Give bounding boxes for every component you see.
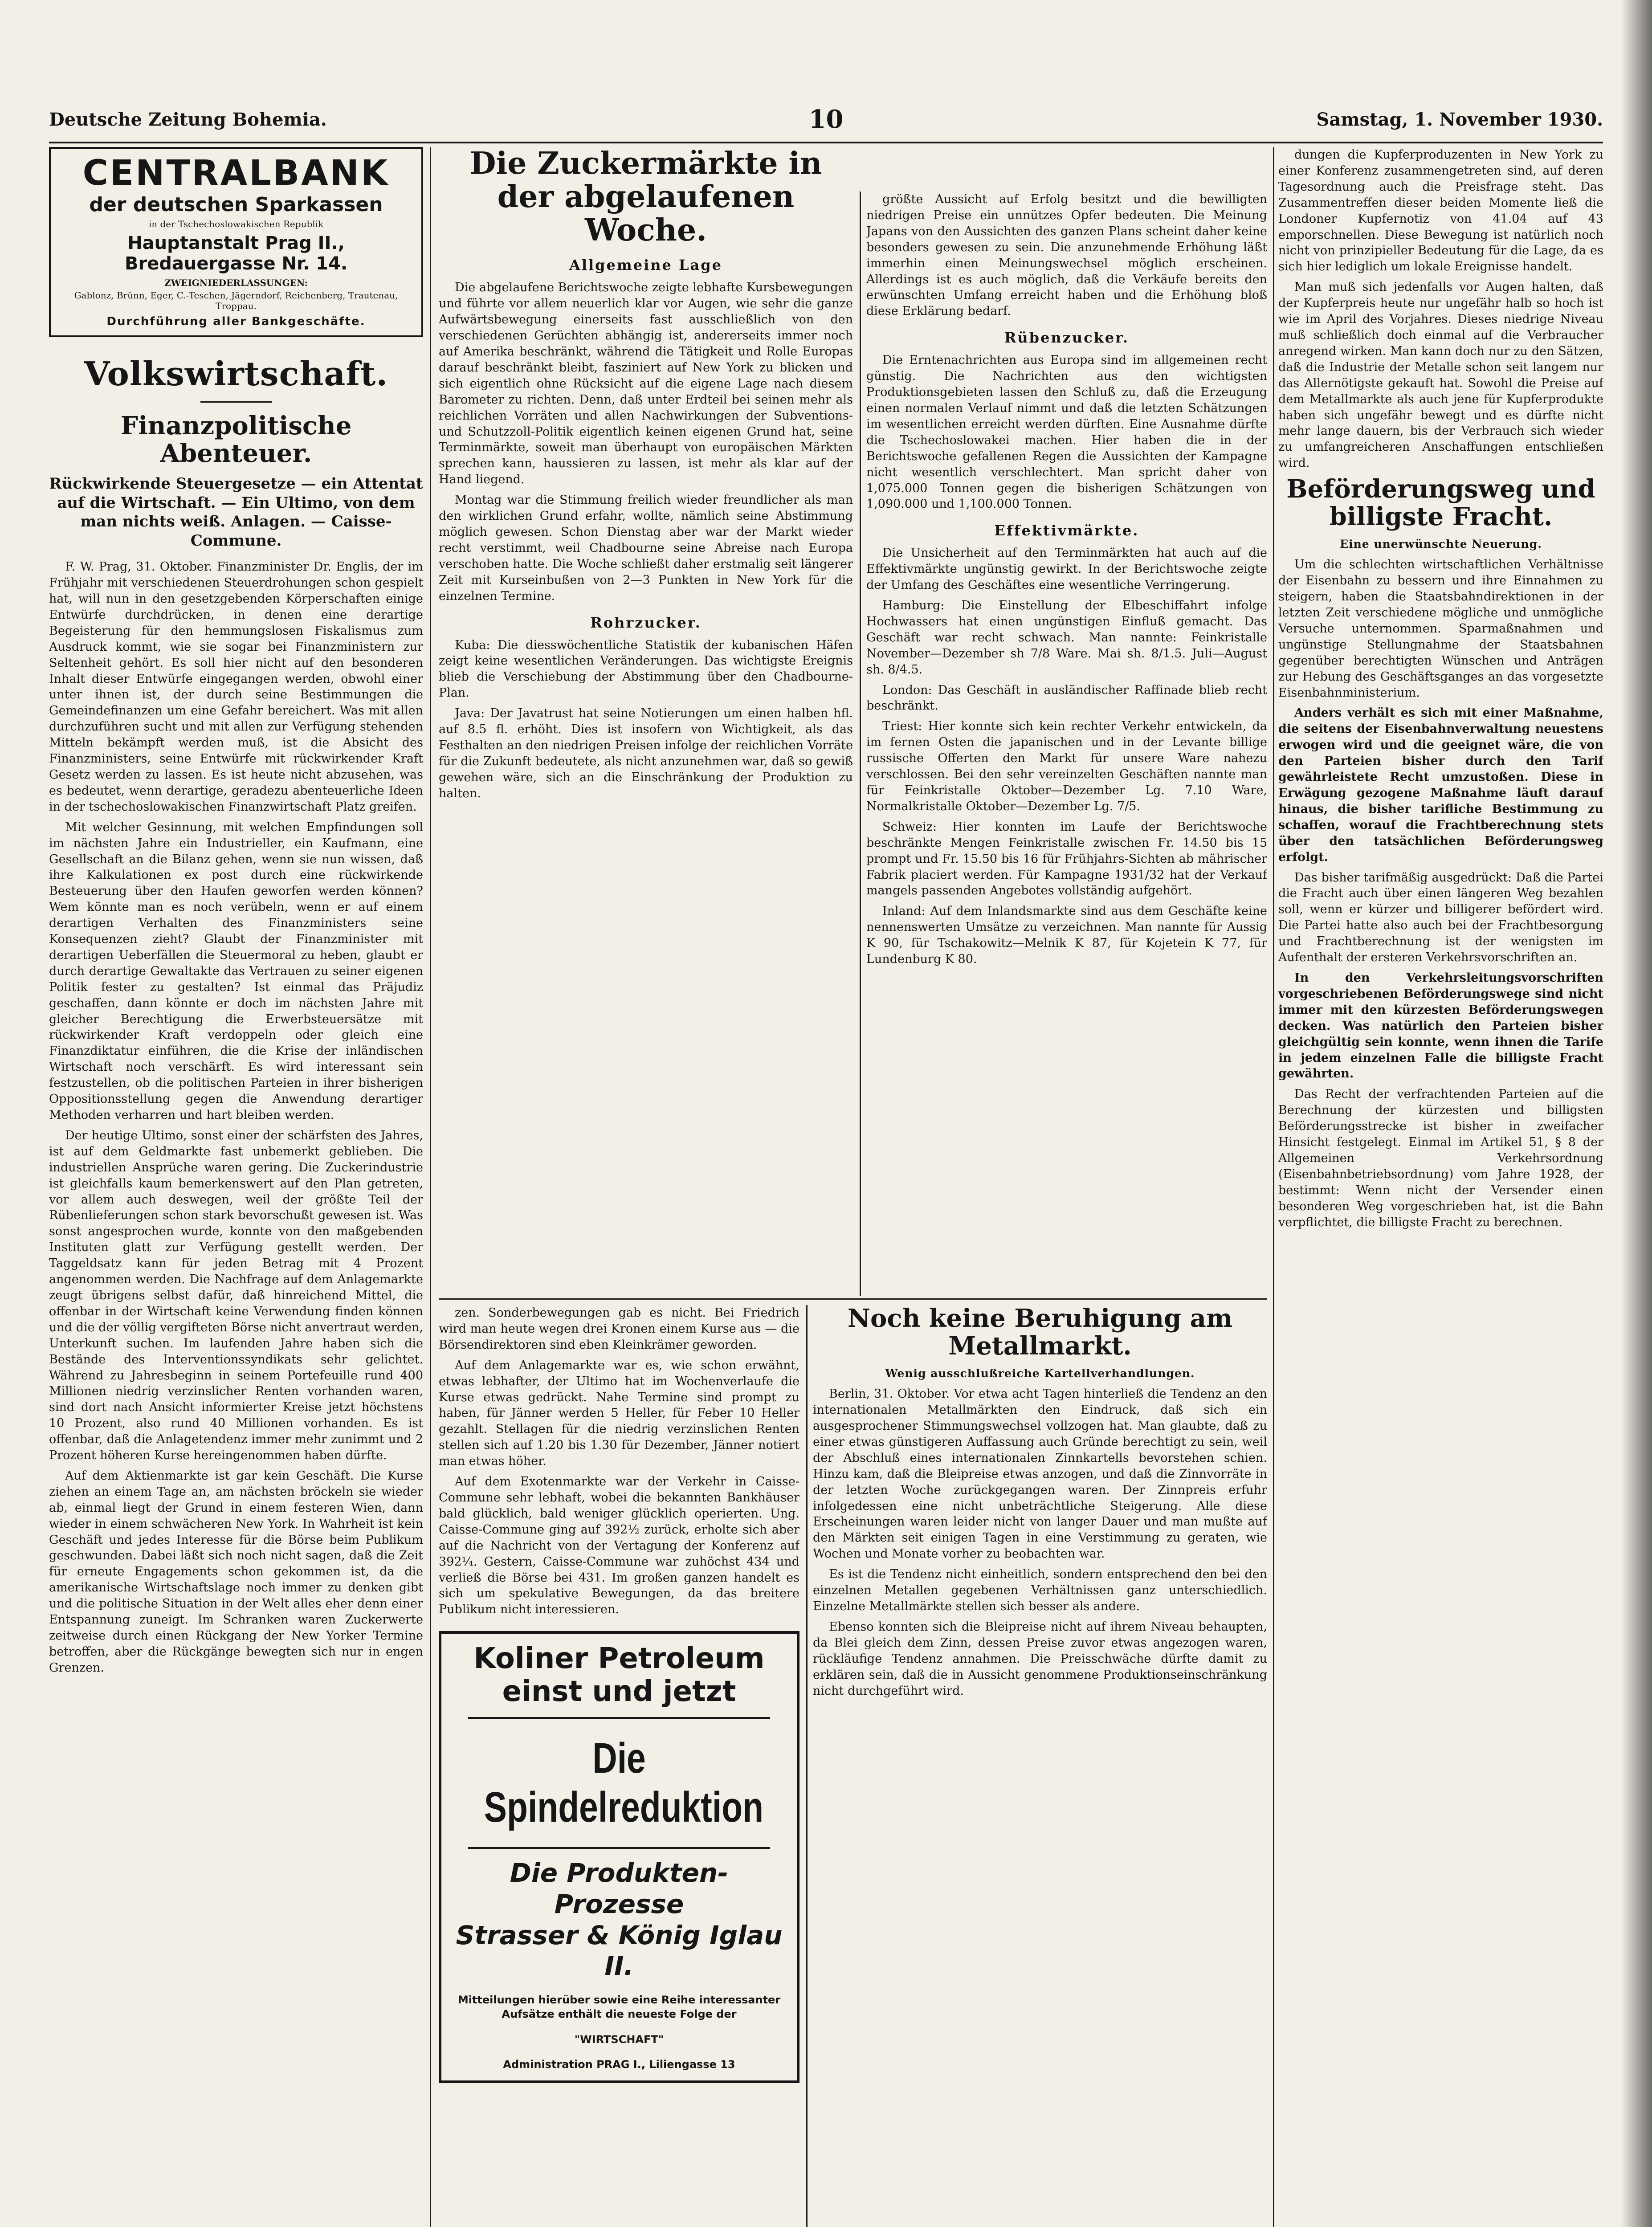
bank-advertisement (49, 147, 423, 337)
bank-address: Hauptanstalt Prag II., Bredauergasse Nr. 14. (124, 233, 348, 274)
article-paragraph: Auf dem Exotenmarkte war der Verkehr in Caisse-Commune sehr lebhaft, wobei die bekannten Bankhäuser bald glücklich, bald weniger glücklich operierten. Ung. Caisse-Commune ging auf 392½ zurück, erholte sich aber auf die Nachricht von der Vertagung der Konferenz auf 392¼. Gestern, Caisse-Commune war zuhöchst 434 und verließ die Börse bei 431. Im großen ganzen handelt es sich um spekulative Bewegungen, da das breitere Publikum nicht interessieren. (439, 1475, 799, 1617)
header-rule (49, 142, 1603, 143)
bank-name: CENTRALBANK (82, 153, 390, 193)
article-paragraph: Montag war die Stimmung freilich wieder freundlicher als man den wirklichen Grund erfahr, wollte, nämlich seine Abstimmung möglich gewesen. Schon Dienstag aber war der Markt wieder recht verstimmt, weil Chadbourne seine Abreise nach Europa verschoben hatte. Die Woche schließt daher erstmalig seit längerer Zeit mit Kurseinbußen von 2—3 Punkten in New York für die einzelnen Termine. (439, 493, 853, 603)
article-paragraph: In den Verkehrsleitungsvorschriften vorgeschriebenen Beförderungswege sind nicht immer mit den kürzesten Beförderungswegen decken. Was natürlich den Parteien bisher gleichgültig sein konnte, wenn ihnen die Tarife in jedem einzelnen Falle die billigste Fracht gewährten. (1278, 971, 1603, 1081)
article-3-headline: Noch keine Beruhigung am Metallmarkt. (847, 1305, 1233, 1361)
column-1 (49, 147, 423, 2227)
bank-branches-label: ZWEIGNIEDERLASSUNGEN: (164, 277, 308, 288)
article-paragraph: Hamburg: Die Einstellung der Elbeschiffahrt infolge Hochwassers hat einen ungünstigen Einfluß gemacht. Das Geschäft war recht schwach. Man nannte: Feinkristalle November—Dezember sh 7/8 Ware. Mai sh. 8/1.5. Juli—August sh. 8/4.5. (866, 599, 1267, 677)
article-paragraph: Mit welcher Gesinnung, mit welchen Empfindungen soll im nächsten Jahre ein Industrieller, ein Kaufmann, eine Gesellschaft an die Bilanz gehen, wenn sie nun wissen, daß ihre Kalkulationen ex post durch eine rückwirkende Besteuerung über den Haufen geworfen werden können? Wem könnte man es noch verübeln, wenn er auf einem derartigen Verhalten des Finanzministers seine Konsequenzen zieht? Glaubt der Finanzminister mit derartigen Ueberfällen die Steuermoral zu heben, glaubt er durch derartige Gewaltakte das Vertrauen zu seiner eigenen Politik fester zu gestalten? Ist einmal das Präjudiz geschaffen, dann könnte er doch im nächsten Jahre mit gleicher Berechtigung die Erwerbsteuersätze mit rückwirkender Kraft verdoppeln oder gleich eine Finanzdiktatur einführen, die die Krise der inländischen Wirtschaft noch verschärft. Es wird interessant sein festzustellen, ob die politischen Parteien in ihrer bisherigen Oppositionsstellung gegen die Anwendung derartiger Methoden verharren und hart bleiben werden. (49, 820, 423, 1122)
bank-subtitle: der deutschen Sparkassen (89, 193, 383, 216)
article-paragraph: Das bisher tarifmäßig ausgedrückt: Daß die Partei die Fracht auch über einen längeren Weg bezahlen soll, wenn er kürzer und billigerer befördert wird. Die Partei hatte also auch bei der Frachtbesorgung und Frachtberechnung ist der wenigsten im Aufenthalt der ersteren Verkehrsvorschriften an. (1278, 870, 1603, 965)
article-4-headline: Beförderungsweg und billigste Fracht. (1286, 474, 1595, 531)
section-heading: Rohrzucker. (590, 614, 702, 631)
section-heading: Effektivmärkte. (994, 522, 1139, 539)
ad-note: Mitteilungen hierüber sowie eine Reihe interessanter Aufsätze enthält die neueste Folge der (457, 1993, 781, 2021)
article-paragraph: Man muß sich jedenfalls vor Augen halten, daß der Kupferpreis heute nur ungefähr halb so hoch ist wie im April des Vorjahres. Dieses niedrige Niveau muß schließlich doch einmal auf die Verbraucher anregend wirken. Man kann doch nur zu den Sätzen, daß die Industrie der Metalle schon seit langem nur das Allernötigste gekauft hat. Sowohl die Preise auf dem Metallmarkte als auch jene für Kupferprodukte haben sich ungefähr bewegt und es dürfte nicht mehr lange dauern, bis der Verbrauch sich wieder zu umfangreicheren Anschaffungen entschließen wird. (1278, 280, 1603, 470)
article-paragraph: London: Das Geschäft in ausländischer Raffinade blieb recht beschränkt. (866, 683, 1267, 713)
article-paragraph: Kuba: Die diesswöchentliche Statistik der kubanischen Häfen zeigt keine wesentlichen Veränderungen. Das wichtigste Ereignis blieb die Verschiebung der Abstimmung über den Chadbourne-Plan. (439, 638, 853, 700)
column-divider (1273, 147, 1274, 2227)
article-1-subhead: Rückwirkende Steuergesetze — ein Attentat auf die Wirtschaft. — Ein Ultimo, von dem man nichts weiß. Anlagen. — Caisse-Commune. (49, 475, 423, 550)
article-paragraph: Auf dem Aktienmarkte ist gar kein Geschäft. Die Kurse ziehen an einem Tage an, am nächsten bröckeln sie wieder ab, einmal liegt der Grund in einem festeren Wien, dann wieder in einem schwächeren New York. In Wahrheit ist kein Geschäft und jedes Interesse für die Börse beim Publikum geschwunden. Dabei läßt sich noch nicht sagen, daß die Zeit für erneute Engagements schon gekommen ist, da die amerikanische Wirtschaftslage noch immer zu denken gibt und die politische Situation in der Welt alles eher denn einer Entspannung zuneigt. Im Schranken waren Zuckerwerte zeitweise durch einen Rückgang der New Yorker Termine betroffen, aber die Rückgänge bewegten sich nur in engen Grenzen. (49, 1468, 423, 1675)
article-4-deck: Eine unerwünschte Neuerung. (1340, 538, 1542, 551)
ad-line: einst und jetzt (502, 1675, 736, 1708)
article-paragraph: Schweiz: Hier konnten im Laufe der Berichtswoche beschränkte Mengen Feinkristalle zwischen Fr. 14.50 bis 15 prompt und Fr. 15.50 bis 16 für Frühjahrs-Sichten ab mährischer Fabrik placiert werden. Für Kampagne 1931/32 hat der Verkauf mangels passenden Angebotes vollständig aufgehört. (866, 820, 1267, 898)
ad-line: Koliner Petroleum (473, 1642, 765, 1676)
ad-line: Strasser & König Iglau II. (456, 1920, 783, 1982)
article-paragraph: Auf dem Anlagemarkte war es, wie schon erwähnt, etwas lebhafter, der Ultimo hat im Wochenverlaufe die Kurse etwas gedrückt. Nahe Termine sind prompt zu haben, für Jänner werden 5 Heller, für Feber 10 Heller gezahlt. Stellagen für die niedrig verzinslichen Renten stellen sich auf 1.20 bis 1.30 für Dezember, Jänner notiert man etwas höher. (439, 1358, 799, 1468)
bank-branches: Gablonz, Brünn, Eger, C.-Teschen, Jägerndorf, Reichenberg, Trautenau, Troppau. (74, 290, 398, 311)
article-paragraph: Inland: Auf dem Inlandsmarkte sind aus dem Geschäfte keine nennenswerten Umsätze zu verzeichnen. Man nannte für Aussig K 90, für Tschakowitz—Melnik K 87, für Kojetein K 77, für Lundenburg K 80. (866, 904, 1267, 967)
column-2 (439, 147, 853, 1305)
article-2-headline: Die Zuckermärkte in der abgelaufenen Woche. (469, 147, 822, 248)
column-4 (1278, 147, 1603, 2227)
article-paragraph: Triest: Hier konnte sich kein rechter Verkehr entwickeln, da im fernen Osten die japanischen und in der Levante billige russische Offerten den Markt für unsere Ware nahezu verschlossen. Bei den sehr vereinzelten Geschäften nannte man für Feinkristalle Oktober—Dezember Lg. 7.10 Ware, Normalkristalle Oktober—Dezember Lg. 7/5. (866, 719, 1267, 813)
ad-rule (468, 1717, 770, 1719)
article-paragraph: Um die schlechten wirtschaftlichen Verhältnisse der Eisenbahn zu bessern und ihre Einnahmen zu steigern, haben die Staatsbahndirektionen in der letzten Zeit verschiedene mögliche und unmögliche Versuche unternommen. Sparmaßnahmen und ungünstige Stellungnahme der Staatsbahnen gegenüber berechtigten Wünschen und Anträgen zur Hebung des Geschäftsganges an das vorgesetzte Eisenbahnministerium. (1278, 558, 1603, 700)
article-paragraph: zen. Sonderbewegungen gab es nicht. Bei Friedrich wird man heute wegen drei Kronen einem Kurse aus — die Börsendirektoren sind eben Kleinkrämer geworden. (439, 1306, 799, 1352)
running-head (49, 105, 1603, 140)
ad-admin-address: Administration PRAG I., Liliengasse 13 (503, 2058, 735, 2071)
article-paragraph: Der heutige Ultimo, sonst einer der schärfsten des Jahres, ist auf dem Geldmarkte fast unbemerkt geblieben. Die industriellen Ansprüche waren gering. Die Zuckerindustrie ist gleichfalls kaum bemerkenswert auf den Plan getreten, vor allem auch deswegen, weil der größte Teil der Rübenlieferungen schon stark bevorschußt gewesen ist. Was sonst angesprochen wurde, konnte von den maßgebenden Instituten glatt zur Verfügung gestellt werden. Der Taggeldsatz kann für jeden Betrag mit 4 Prozent angenommen werden. Die Nachfrage auf dem Anlagemarkte zeugt übrigens selbst dafür, daß hinreichend Mittel, die offenbar in der Wirtschaft keine Verwendung finden können und die der völlig vergifteten Börse nicht anvertraut werden, Unterkunft suchen. Im laufenden Jahre haben sich die Bestände des Interventionssyndikats sehr gelichtet. Während zu Jahresbeginn in seinem Portefeuille rund 400 Millionen niedrig verzinslicher Renten vorhanden waren, sind dort nach Ansicht informierter Kreise jetzt höchstens 10 Prozent, also rund 40 Millionen vorhanden. Es ist offenbar, daß die Anlagetendenz immer mehr zunimmt und 2 Prozent höheren Kurse hereingenommen haben dürfte. (49, 1128, 423, 1463)
issue-date: Samstag, 1. November 1930. (1316, 109, 1603, 130)
wirtschaft-advertisement (439, 1631, 799, 2083)
article-paragraph: Anders verhält es sich mit einer Maßnahme, die seitens der Eisenbahnverwaltung neuestens erwogen wird und die geeignet wäre, die von den Parteien bisher durch den Tarif gewährleistete Recht umzustoßen. Diese in Erwägung gezogene Maßnahme läuft darauf hinaus, die bisher tarifliche Bestimmung zu schaffen, worauf die Frachtberechnung stets über den tatsächlichen Beförderungsweg erfolgt. (1278, 706, 1603, 864)
article-paragraph: Ebenso konnten sich die Bleipreise nicht auf ihrem Niveau behaupten, da Blei gleich dem Zinn, dessen Preise zuvor etwas angezogen waren, rückläufige Tendenz annahmen. Die Preisschwäche dürfte damit zu erklären sein, daß die in Aussicht genommene Produktionseinschränkung nicht durchgeführt wird. (813, 1619, 1267, 1698)
ad-rule (468, 1847, 770, 1849)
article-paragraph: F. W. Prag, 31. Oktober. Finanzminister Dr. Englis, der im Frühjahr mit verschiedenen Steuerdrohungen schon gespielt hat, will nun in den gesetzgebenden Körperschaften einige Entwürfe durchdrücken, in denen eine derartige Begeisterung für den hemmungslosen Fiskalismus zum Ausdruck kommt, wie sie sogar bei Finanzministern zur Seltenheit gehört. Es soll hier nicht auf den besonderen Inhalt dieser Entwürfe eingegangen werden, obwohl einer unter ihnen ist, der durch seine Bestimmungen die Gemeindefinanzen um eine Gefahr bereichert. Was mit allen durchzuführen sucht und mit allen zur Verfügung stehenden Mitteln bekämpft werden muß, ist die Absicht des Finanzministers, seine Entwürfe mit rückwirkender Kraft Gesetz werden zu lassen. Es ist heute nicht abzusehen, was es bedeutet, wenn derartige, geradezu abenteuerliche Ideen in der tschechoslowakischen Finanzwirtschaft Platz greifen. (49, 560, 423, 814)
article-paragraph: Die abgelaufene Berichtswoche zeigte lebhafte Kursbewegungen und führte vor allem neuerlich klar vor Augen, wie sehr die ganze Aufwärtsbewegung einerseits fast ausschließlich von den verschiedenen Gerüchten abhängig ist, andererseits immer noch auf Amerika beschränkt, während die Tätigkeit und Rolle Europas darauf beschränkt bleibt, fasziniert auf New York zu blicken und sich eigentlich ohne Rücksicht auf die eigene Lage nach diesem Barometer zu richten. Denn, daß unter Erdteil bei seinen mehr als reichlichen Vorräten und allen Nachwirkungen der Subventions- und Schutzzoll-Politik eigentlich keinen eigenen Grund hat, seine Terminmärkte, soweit man überhaupt von europäischen Märkten sprechen kann, haussieren zu lassen, ist mehr als klar auf der Hand liegend. (439, 281, 853, 487)
section-heading: Allgemeine Lage (569, 257, 722, 274)
column-divider (430, 147, 431, 2227)
article-paragraph: Es ist die Tendenz nicht einheitlich, sondern entsprechend den bei den einzelnen Metallen gegebenen Verhältnissen ganz unterschiedlich. Einzelne Metallmärkte stellen sich besser als andere. (813, 1567, 1267, 1613)
article-paragraph: Java: Der Javatrust hat seine Notierungen um einen halben hfl. auf 8.5 fl. erhöht. Dies ist insofern von Wichtigkeit, als das Festhalten an den niedrigen Preisen infolge der reichlichen Vorräte für die Zukunft bedeutete, als nicht anzunehmen war, daß so gewiß gewehen wäre, sich an die Einschränkung der Produktion zu halten. (439, 706, 853, 800)
article-3-deck: Wenig ausschlußreiche Kartellverhandlungen. (885, 1367, 1195, 1380)
column-2-bottom (439, 1305, 799, 2227)
column-3-bottom (813, 1305, 1267, 2227)
horizontal-divider (439, 1298, 1267, 1300)
ad-line: Die Produkten-Prozesse (510, 1858, 729, 1919)
article-paragraph: Das Recht der verfrachtenden Parteien auf die Berechnung der kürzesten und billigsten Beförderungsstrecke ist bisher in zweifacher Hinsicht festgelegt. Einmal im Artikel 51, § 8 der Allgemeinen Verkehrsordnung (Eisenbahnbetriebsordnung) vom Jahre 1928, der bestimmt: Wenn nicht der Versender einen besonderen Weg vorgeschrieben hat, ist die Bahn verpflichtet, die billigste Fracht zu berechnen. (1278, 1087, 1603, 1229)
column-divider (806, 1305, 808, 2227)
section-heading: Rübenzucker. (1004, 329, 1130, 347)
page-number: 10 (808, 105, 844, 134)
section-rule (200, 401, 272, 403)
page-edge-shadow (1621, 0, 1652, 2227)
column-divider (860, 192, 861, 1296)
article-paragraph: größte Aussicht auf Erfolg besitzt und die bewilligten niedrigen Preise ein unnützes Opfer bedeuten. Die Meinung Japans von den Aussichten des ganzen Plans scheint daher keine besonders gewesen zu sein. Die anzunehmende Erhöhung läßt immerhin einen Meinungswechsel möglich erscheinen. Allerdings ist es auch möglich, daß die Verkäufe bereits den erwünschten Umfang erreicht haben und die Erhöhung bloß diese Erklärung bedarf. (866, 192, 1267, 318)
article-paragraph: Die Erntenachrichten aus Europa sind im allgemeinen recht günstig. Die Nachrichten aus den wichtigsten Produktionsgebieten lassen den Schluß zu, daß die Erzeugung einen normalen Verlauf nimmt und daß die letzten Schätzungen im wesentlichen erreicht werden dürften. Eine Ausnahme dürfte die Tschechoslowakei machen. Hier haben die in der Berichtswoche gefallenen Regen die Aussichten der Kampagne nicht wesentlich verschlechtert. Man spricht daher von 1,075.000 Tonnen gegen die bisherigen Schätzungen von 1,090.000 und 1,100.000 Tonnen. (866, 353, 1267, 511)
ad-paper-name: "WIRTSCHAFT" (574, 2033, 664, 2046)
bank-country: in der Tschechoslowakischen Republik (148, 219, 324, 229)
masthead-title: Deutsche Zeitung Bohemia. (49, 109, 327, 130)
ad-headline: Die Spindelreduktion (484, 1734, 764, 1831)
article-paragraph: Berlin, 31. Oktober. Vor etwa acht Tagen hinterließ die Tendenz an den internationalen Metallmärkten den Eindruck, daß sich ein ausgesprochener Stimmungswechsel vollzogen hat. Man glaubte, daß zu einer etwas günstigeren Auffassung auch Gründe berechtigt zu sein, weil der Abschluß eines internationalen Zinnkartells bevorstehen schien. Hinzu kam, daß die Bleipreise etwas anzogen, und daß die Zinnvorräte in der letzten Woche zurückgegangen waren. Der Zinnpreis erfuhr infolgedessen eine nicht unbeträchtliche Steigerung. Alle diese Erscheinungen waren leider nicht von langer Dauer und man mußte auf den Märkten seit einigen Tagen in eine Verstimmung zu geraten, wie Wochen und Monate vorher zu beobachten war. (813, 1387, 1267, 1561)
section-title: Volkswirtschaft. (84, 355, 388, 393)
article-paragraph: Die Unsicherheit auf den Terminmärkten hat auch auf die Effektivmärkte ungünstig gewirkt. In der Berichtswoche zeigte der Umfang des Geschäftes eine wesentliche Verringerung. (866, 546, 1267, 592)
article-paragraph: dungen die Kupferproduzenten in New York zu einer Konferenz zusammengetreten sind, auf deren Tagesordnung auch die Preisfrage steht. Das Zusammentreffen dieser beiden Momente ließ die Londoner Kupfernotiz von 41.04 auf 43 emporschnellen. Diese Bewegung ist natürlich noch nicht von prinzipieller Bedeutung für die Lage, da es sich hier lediglich um lokale Ereignisse handelt. (1278, 148, 1603, 274)
article-1-headline: Finanzpolitische Abenteuer. (120, 411, 352, 468)
bank-services: Durchführung aller Bankgeschäfte. (106, 315, 366, 328)
column-3 (866, 192, 1267, 1296)
